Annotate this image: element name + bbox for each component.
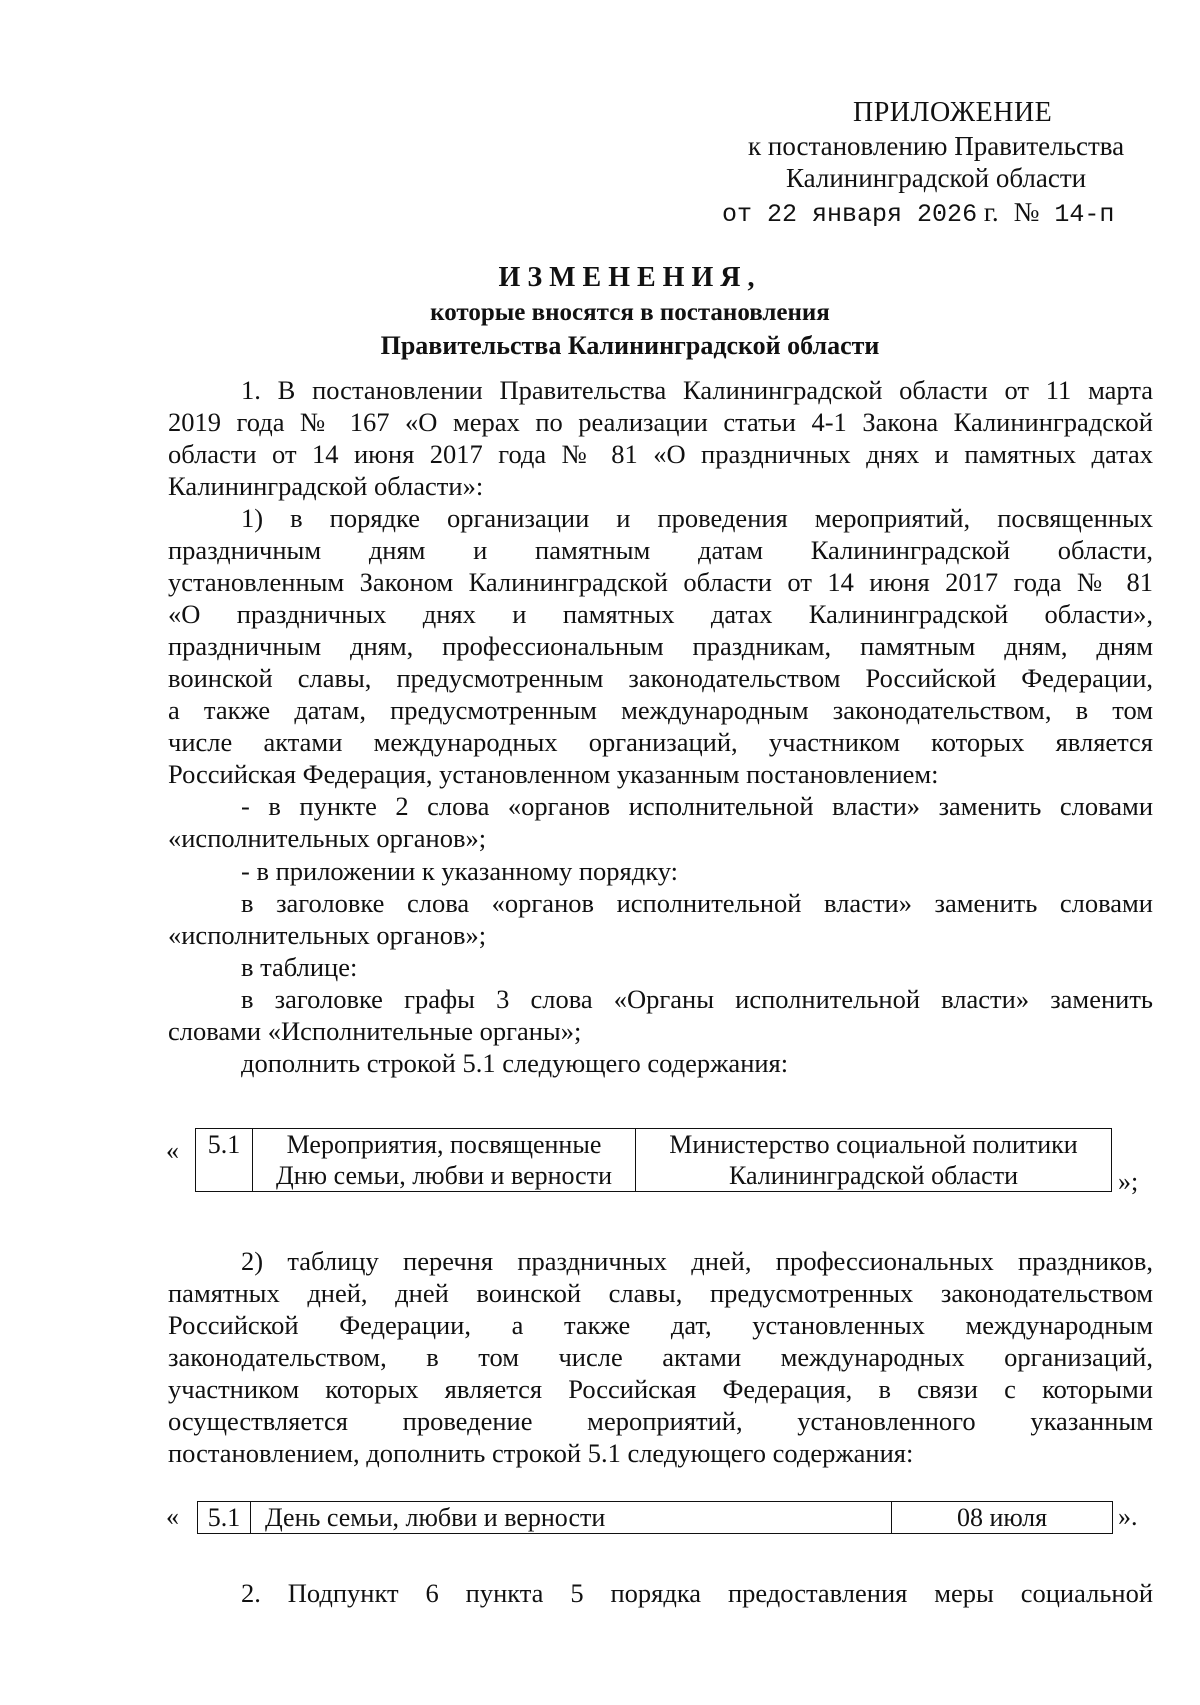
inserted-row-table-2 [197, 1501, 1113, 1534]
text-line: 1. В постановлении Правительства Калининградской области от 11 марта [241, 375, 1153, 405]
text-line: осуществляется проведение мероприятий, установленного указанным [168, 1406, 1153, 1436]
org-line-2: Калининградской области [728, 1161, 1018, 1190]
table-cell-event [253, 1129, 636, 1192]
table-row [198, 1502, 1113, 1534]
text-line: словами «Исполнительные органы»; [168, 1016, 582, 1046]
table2-close-quote: ». [1118, 1502, 1138, 1531]
text-line: Российская Федерация, установленном указанным постановлением: [168, 759, 939, 789]
year-suffix: г. [983, 197, 999, 227]
header-line-region: Калининградской области [786, 163, 1087, 193]
org-line-1: Министерство социальной политики [669, 1130, 1078, 1159]
table-cell-date: 08 июля [892, 1502, 1113, 1534]
text-line: праздничным дням и памятным датам Калининградской области, [168, 535, 1153, 565]
text-line: участником которых является Российская Федерация, в связи с которыми [168, 1374, 1153, 1404]
header-line-resolution: к постановлению Правительства [748, 131, 1125, 161]
text-line: законодательством, в том числе актами международных организаций, [168, 1342, 1153, 1372]
document-number: 14-п [1054, 200, 1115, 229]
table1-open-quote: « [166, 1136, 179, 1165]
table-row [196, 1129, 1112, 1192]
text-line: «исполнительных органов»; [168, 920, 487, 950]
document-title: ИЗМЕНЕНИЯ, [498, 262, 762, 293]
document-subtitle-2: Правительства Калининградской области [380, 331, 880, 360]
table-cell-event: День семьи, любви и верности [251, 1502, 892, 1534]
text-line: 2019 года № 167 «О мерах по реализации статьи 4-1 Закона Калининградской [168, 407, 1153, 437]
text-line: - в приложении к указанному порядку: [241, 856, 678, 886]
table-cell-number: 5.1 [198, 1502, 251, 1534]
text-line: области от 14 июня 2017 года № 81 «О праздничных днях и памятных датах [168, 439, 1153, 469]
table2-open-quote: « [166, 1502, 179, 1531]
text-line: в таблице: [241, 952, 358, 982]
text-line: праздничным дням, профессиональным праздникам, памятным дням, дням [168, 631, 1153, 661]
table-cell-organization [636, 1129, 1112, 1192]
text-line: «О праздничных днях и памятных датах Калининградской области», [168, 599, 1153, 629]
document-subtitle-1: которые вносятся в постановления [430, 299, 830, 326]
text-line: постановлением, дополнить строкой 5.1 следующего содержания: [168, 1438, 914, 1468]
text-line: числе актами международных организаций, участником которых является [168, 727, 1153, 757]
appendix-title: ПРИЛОЖЕНИЕ [853, 97, 1053, 128]
text-line: памятных дней, дней воинской славы, предусмотренных законодательством [168, 1278, 1153, 1308]
number-sign: № [1013, 197, 1040, 227]
text-line: Российской Федерации, а также дат, установленных международным [168, 1310, 1153, 1340]
event-line-1: Мероприятия, посвященные [286, 1130, 602, 1159]
text-line: 2. Подпункт 6 пункта 5 порядка предоставления меры социальной [241, 1578, 1153, 1608]
text-line: Калининградской области»: [168, 471, 484, 501]
text-line: а также датам, предусмотренным международным законодательством, в том [168, 695, 1153, 725]
header-line-date [722, 197, 1114, 230]
date-value: 22 января 2026 [767, 200, 978, 229]
text-line: 1) в порядке организации и проведения мероприятий, посвященных [241, 503, 1153, 533]
text-line: «исполнительных органов»; [168, 823, 487, 853]
text-line: в заголовке графы 3 слова «Органы исполнительной власти» заменить [241, 984, 1153, 1014]
text-line: установленным Законом Калининградской области от 14 июня 2017 года № 81 [168, 567, 1153, 597]
text-line: 2) таблицу перечня праздничных дней, профессиональных праздников, [241, 1246, 1153, 1276]
text-line: - в пункте 2 слова «органов исполнительной власти» заменить словами [241, 791, 1153, 821]
text-line: воинской славы, предусмотренным законодательством Российской Федерации, [168, 663, 1153, 693]
date-prefix: от [722, 200, 753, 229]
text-line: дополнить строкой 5.1 следующего содержания: [241, 1048, 789, 1078]
table-cell-number: 5.1 [196, 1129, 253, 1192]
text-line: в заголовке слова «органов исполнительной власти» заменить словами [241, 888, 1153, 918]
event-line-2: Дню семьи, любви и верности [276, 1161, 612, 1190]
table1-close-quote: »; [1118, 1167, 1139, 1196]
inserted-row-table-1 [195, 1128, 1112, 1192]
